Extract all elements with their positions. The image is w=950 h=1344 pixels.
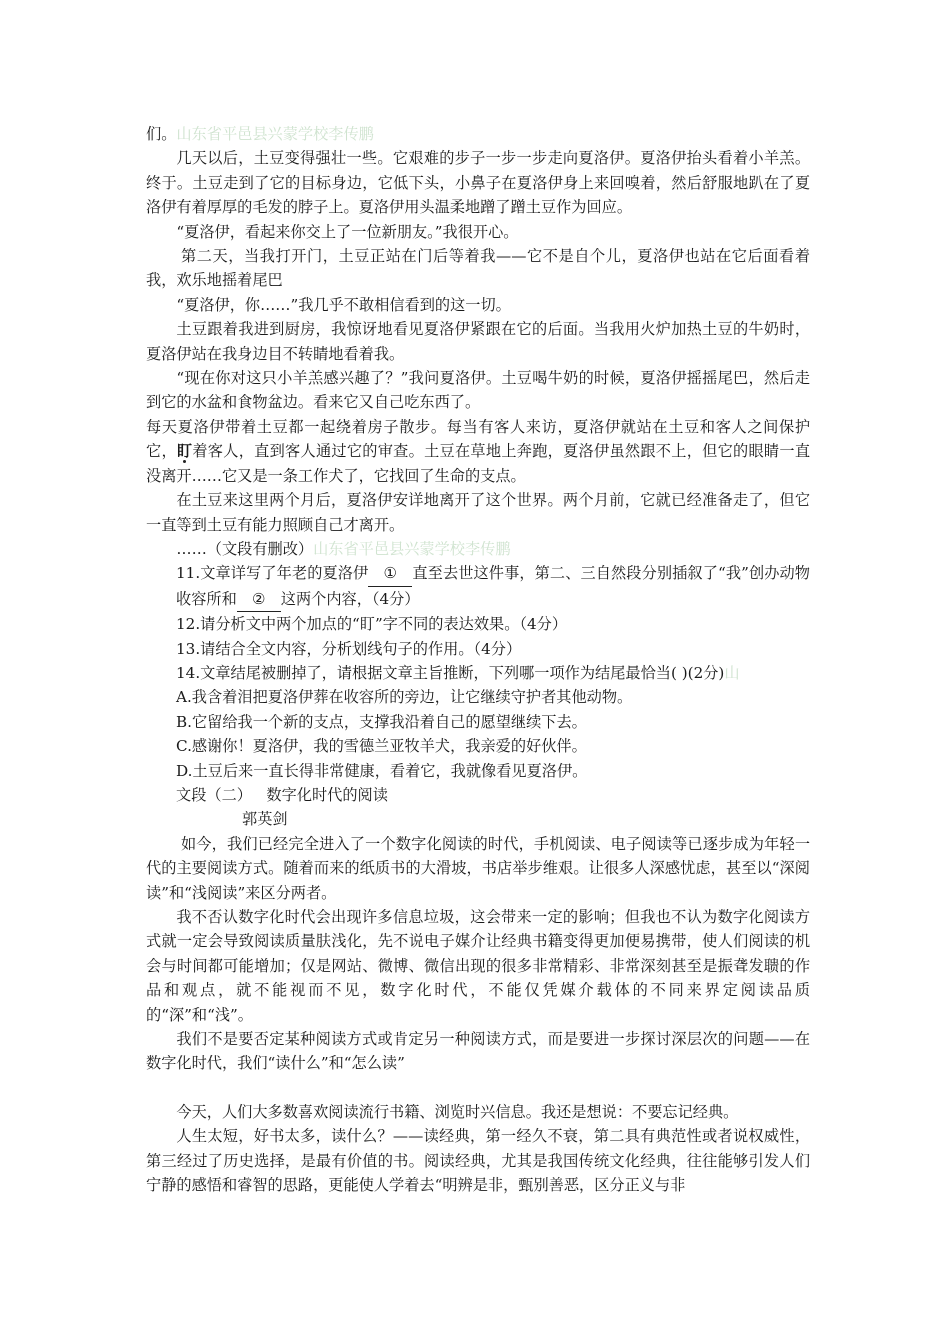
spacer	[146, 1076, 810, 1100]
option-d: D.土豆后来一直长得非常健康，看着它，我就像看见夏洛伊。	[176, 761, 588, 780]
blank-1: ①	[368, 561, 412, 586]
paragraph: “夏洛伊，看起来你交上了一位新朋友。”我很开心。	[176, 222, 519, 241]
paragraph: 几天以后，土豆变得强壮一些。它艰难的步子一步一步走向夏洛伊。夏洛伊抬头看着小羊羔。终于。土豆走到了它的目标身边，它低下头，小鼻子在夏洛伊身上来回嗅着，然后舒服地趴在了夏洛伊有着厚厚的毛发的脖子上。夏洛伊用头温柔地蹭了蹭土豆作为回应。	[146, 149, 810, 217]
document-page	[146, 122, 810, 1197]
dotted-char: 盯	[176, 442, 193, 461]
option-a: A.我含着泪把夏洛伊葬在收容所的旁边，让它继续守护者其他动物。	[176, 688, 633, 707]
paragraph: 我不否认数字化时代会出现许多信息垃圾，这会带来一定的影响；但我也不认为数字化阅读方式就一定会导致阅读质量肤浅化，先不说电子媒介让经典书籍变得更加便易携带，使人们阅读的机会与时间都可能增加；仅是网站、微博、微信出现的很多非常精彩、非常深刻甚至是振聋发聩的作品和观点，就不能视而不见，数字化时代，不能仅凭媒介载体的不同来界定阅读品质的“深”和“浅”。	[146, 908, 810, 1024]
paragraph-fragment: 们。山东省平邑县兴蒙学校李传鹏	[146, 125, 374, 143]
paragraph: 如今，我们已经完全进入了一个数字化阅读的时代，手机阅读、电子阅读等已逐步成为年轻一代的主要阅读方式。随着而来的纸质书的大滑坡，书店举步维艰。让很多人深感忧虑，甚至以“深阅读”和“浅阅读”来区分两者。	[146, 834, 810, 902]
option-c: C.感谢你！夏洛伊，我的雪德兰亚牧羊犬，我亲爱的好伙伴。	[176, 737, 587, 756]
paragraph: “夏洛伊，你……”我几乎不敢相信看到的这一切。	[176, 295, 511, 314]
paragraph: 在土豆来这里两个月后，夏洛伊安详地离开了这个世界。两个月前，它就已经准备走了，但它一直等到土豆有能力照顾自己才离开。	[146, 491, 810, 534]
paragraph: 今天，人们大多数喜欢阅读流行书籍、浏览时兴信息。我还是想说：不要忘记经典。	[176, 1102, 739, 1121]
paragraph: 土豆跟着我进到厨房，我惊讶地看见夏洛伊紧跟在它的后面。当我用火炉加热土豆的牛奶时，夏洛伊站在我身边目不转睛地看着我。	[146, 320, 810, 363]
paragraph: 人生太短，好书太多，读什么？——读经典，第一经久不衰，第二具有典范性或者说权威性，第三经过了历史选择，是最有价值的书。阅读经典，尤其是我国传统文化经典，往往能够引发人们宁静的感悟和睿智的思路，更能使人学着去“明辨是非，甄别善恶，区分正义与非	[146, 1127, 810, 1195]
option-b: B.它留给我一个新的支点，支撑我沿着自己的愿望继续下去。	[176, 712, 587, 731]
question-14: 14.文章结尾被删掉了，请根据文章主旨推断，下列哪一项作为结尾最恰当( )(2分)山	[176, 663, 740, 682]
question-13: 13.请结合全文内容，分析划线句子的作用。（4分）	[176, 639, 522, 658]
section-title: 文段（二） 数字化时代的阅读	[176, 785, 388, 804]
watermark: 山东省平邑县兴蒙学校李传鹏	[313, 539, 511, 558]
paragraph: 每天夏洛伊带着土豆都一起绕着房子散步。每当有客人来访，夏洛伊就站在土豆和客人之间保护它，盯着客人，直到客人通过它的审查。土豆在草地上奔跑，夏洛伊虽然跟不上，但它的眼睛一直没离开……它又是一条工作犬了，它找回了生命的支点。	[146, 417, 811, 485]
paragraph: 我们不是要否定某种阅读方式或肯定另一种阅读方式，而是要进一步探讨深层次的问题——在数字化时代，我们“读什么”和“怎么读”	[146, 1030, 810, 1073]
paragraph: 第二天，当我打开门，土豆正站在门后等着我——它不是自个儿，夏洛伊也站在它后面看着我，欢乐地摇着尾巴	[146, 247, 810, 290]
blank-2: ②	[237, 587, 281, 612]
question-11: 11.文章详写了年老的夏洛伊 ① 直至去世这件事，第二、三自然段分别插叙了“我”创办动物收容所和 ② 这两个内容，（4分）	[146, 561, 810, 612]
question-12: 12.请分析文中两个加点的“盯”字不同的表达效果。（4分）	[176, 615, 568, 634]
watermark: 山	[724, 663, 740, 682]
author: 郭英剑	[242, 810, 288, 829]
paragraph: “现在你对这只小羊羔感兴趣了？”我问夏洛伊。土豆喝牛奶的时候，夏洛伊摇摇尾巴，然后走到它的水盆和食物盆边。看来它又自己吃东西了。	[146, 369, 810, 412]
watermark: 山东省平邑县兴蒙学校李传鹏	[176, 125, 374, 143]
paragraph-end: ……（文段有删改）山东省平邑县兴蒙学校李传鹏	[176, 539, 511, 558]
